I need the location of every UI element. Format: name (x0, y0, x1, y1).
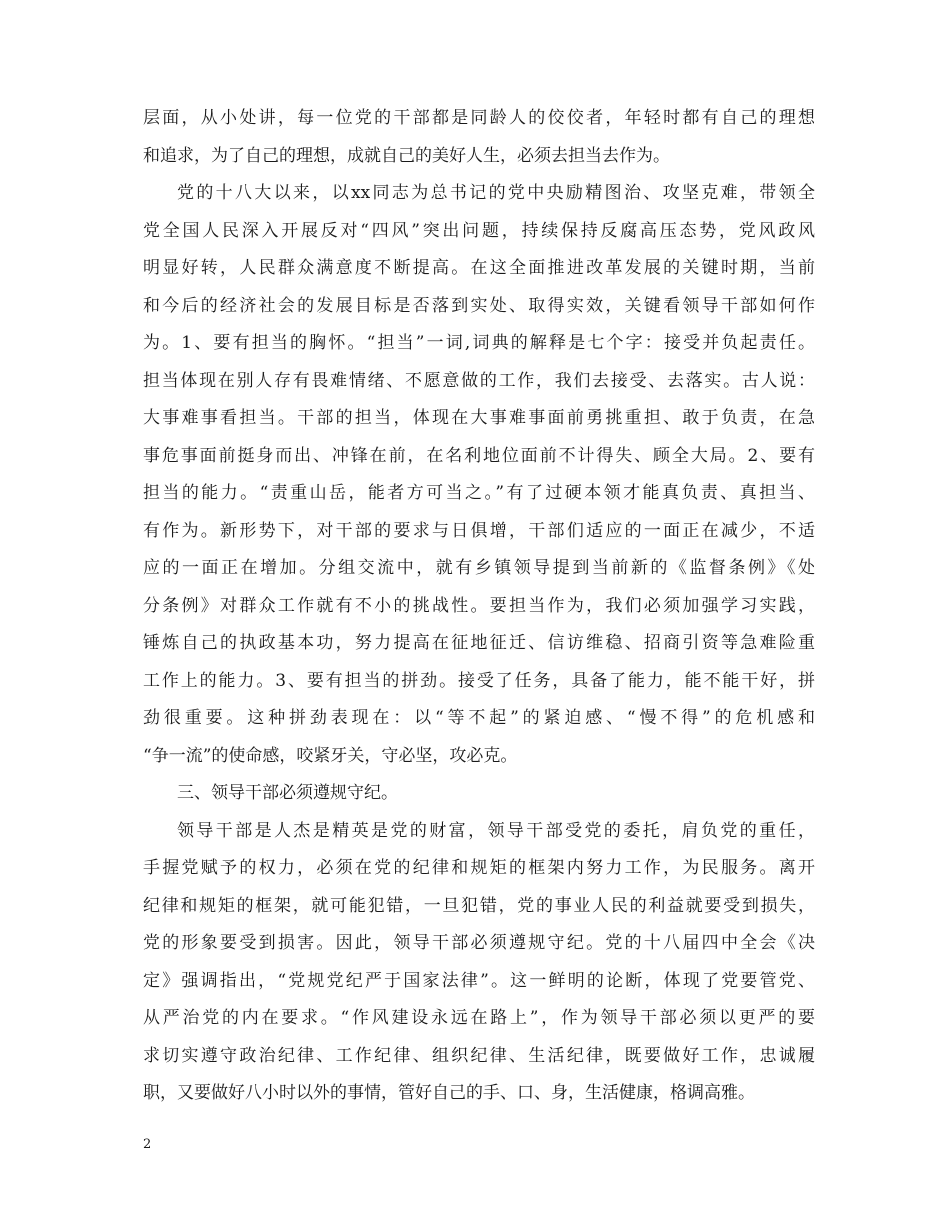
text-line: 工作上的能力。3、要有担当的拼劲。接受了任务，具备了能力，能不能干好，拼 (143, 670, 815, 691)
text-line: 党的形象要受到损害。因此，领导干部必须遵规守纪。党的十八届四中全会《决 (143, 933, 815, 953)
text-line: 领导干部是人杰是精英是党的财富，领导干部受党的委托，肩负党的重任， (177, 820, 815, 841)
text-line: 劲很重要。这种拼劲表现在：以“等不起”的紧迫感、“慢不得”的危机感和 (143, 708, 815, 728)
text-line: 党全国人民深入开展反对“四风”突出问题，持续保持反腐高压态势，党风政风 (143, 220, 815, 241)
text-line: 应的一面正在增加。分组交流中，就有乡镇领导提到当前新的《监督条例》《处 (143, 558, 815, 578)
text-line: 求切实遵守政治纪律、工作纪律、组织纪律、生活纪律，既要做好工作，忠诚履 (143, 1045, 815, 1066)
text-line: 定》强调指出，“党规党纪严于国家法律”。这一鲜明的论断，体现了党要管党、 (143, 970, 815, 991)
text-line: 从严治党的内在要求。“作风建设永远在路上”，作为领导干部必须以更严的要 (143, 1008, 815, 1028)
document-body (143, 100, 815, 1113)
text-line: 职，又要做好八小时以外的事情，管好自己的手、口、身，生活健康，格调高雅。 (143, 1083, 755, 1103)
text-line: 和追求，为了自己的理想，成就自己的美好人生，必须去担当去作为。 (143, 145, 670, 166)
text-line: 手握党赋予的权力，必须在党的纪律和规矩的框架内努力工作，为民服务。离开 (143, 858, 815, 878)
text-line: 担当的能力。“责重山岳，能者方可当之。”有了过硬本领才能真负责、真担当、 (143, 483, 815, 503)
text-line: 锤炼自己的执政基本功，努力提高在征地征迁、信访维稳、招商引资等急难险重 (143, 633, 815, 653)
text-line: 有作为。新形势下，对干部的要求与日俱增，干部们适应的一面正在减少，不适 (143, 520, 815, 541)
text-line: 三、领导干部必须遵规守纪。 (177, 783, 398, 803)
text-line: 党的十八大以来，以xx同志为总书记的党中央励精图治、攻坚克难，带领全 (177, 183, 815, 203)
text-line: 明显好转，人民群众满意度不断提高。在这全面推进改革发展的关键时期，当前 (143, 258, 815, 278)
text-line: 层面，从小处讲，每一位党的干部都是同龄人的佼佼者，年轻时都有自己的理想 (143, 108, 815, 128)
text-line: 纪律和规矩的框架，就可能犯错，一旦犯错，党的事业人民的利益就要受到损失， (143, 895, 815, 916)
page-number: 2 (143, 1137, 152, 1152)
text-line: 和今后的经济社会的发展目标是否落到实处、取得实效，关键看领导干部如何作 (143, 295, 815, 316)
text-line: 事危事面前挺身而出、冲锋在前，在名利地位面前不计得失、顾全大局。2、要有 (143, 445, 815, 466)
text-line: 为。1、要有担当的胸怀。“担当”一词,词典的解释是七个字：接受并负起责任。 (143, 333, 815, 353)
text-line: 分条例》对群众工作就有不小的挑战性。要担当作为，我们必须加强学习实践， (143, 595, 815, 616)
text-line: 担当体现在别人存有畏难情绪、不愿意做的工作，我们去接受、去落实。古人说： (143, 370, 815, 391)
text-line: 大事难事看担当。干部的担当，体现在大事难事面前勇挑重担、敢于负责，在急 (143, 408, 815, 428)
text-line: “争一流”的使命感，咬紧牙关，守必坚，攻必克。 (143, 745, 518, 766)
